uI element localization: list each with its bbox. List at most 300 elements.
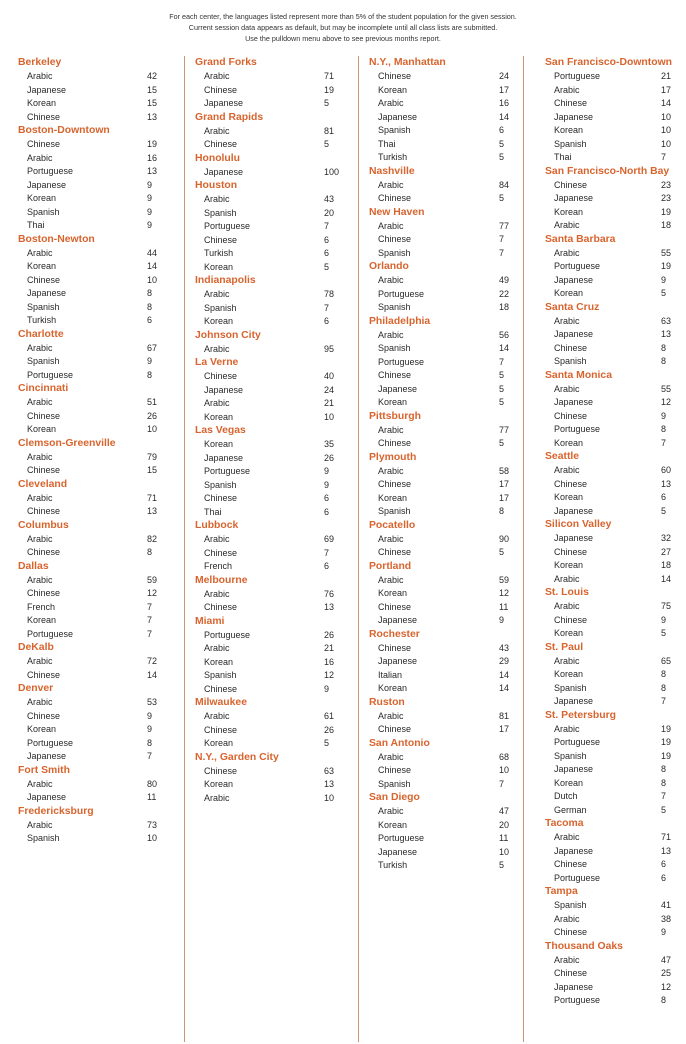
language-percent: 19	[661, 737, 672, 747]
language-row	[545, 328, 679, 342]
center-name: Grand Forks	[195, 57, 257, 68]
language-row	[195, 207, 346, 221]
language-name: Portuguese	[27, 737, 74, 748]
language-percent: 8	[661, 777, 667, 788]
language-name: Chinese	[27, 465, 61, 475]
language-row	[545, 750, 679, 764]
language-row	[545, 247, 679, 261]
language-name: Korean	[27, 615, 57, 625]
language-percent: 43	[324, 194, 335, 204]
language-row	[195, 370, 346, 384]
language-row	[369, 369, 523, 383]
language-percent: 40	[324, 371, 335, 381]
language-percent: 35	[324, 439, 335, 449]
column-1	[18, 56, 168, 1042]
center-name: Boston-Newton	[18, 233, 95, 245]
language-row	[195, 506, 346, 520]
language-row	[195, 261, 346, 275]
center-block	[545, 817, 679, 885]
language-name: Spanish	[204, 207, 237, 218]
language-name: Spanish	[27, 206, 60, 217]
language-row	[369, 819, 523, 833]
center-name: Ruston	[369, 696, 405, 708]
center-name: Plymouth	[369, 451, 417, 463]
center-block	[195, 574, 346, 615]
language-row	[545, 790, 679, 804]
language-name: Arabic	[204, 194, 230, 204]
language-row	[369, 478, 523, 492]
language-row	[545, 777, 679, 791]
language-name: Korean	[204, 261, 234, 272]
language-name: Chinese	[378, 479, 412, 489]
center-name: Indianapolis	[195, 275, 256, 286]
center-name: Nashville	[369, 165, 415, 177]
language-row	[369, 124, 523, 138]
language-percent: 9	[147, 220, 153, 230]
language-row	[369, 778, 523, 792]
language-name: Arabic	[554, 723, 580, 734]
language-row	[545, 423, 679, 437]
language-percent: 8	[147, 737, 153, 748]
language-row	[545, 70, 679, 84]
language-name: Spanish	[554, 900, 587, 910]
language-name: Arabic	[554, 465, 580, 475]
center-block	[369, 791, 523, 873]
language-row	[18, 410, 168, 424]
language-percent: 10	[147, 833, 158, 843]
center-block	[545, 56, 679, 165]
language-row	[18, 70, 168, 84]
language-row	[545, 967, 679, 981]
language-row	[18, 301, 168, 315]
language-name: Japanese	[378, 615, 418, 625]
language-row	[195, 669, 346, 683]
language-row	[545, 84, 679, 98]
language-percent: 6	[324, 506, 330, 517]
language-name: Arabic	[27, 533, 53, 544]
language-percent: 5	[324, 261, 330, 272]
language-percent: 8	[661, 764, 667, 774]
language-name: Arabic	[378, 465, 404, 476]
language-name: Arabic	[554, 220, 580, 230]
language-name: Korean	[554, 125, 584, 135]
language-row	[369, 655, 523, 669]
center-block	[195, 179, 346, 274]
language-percent: 6	[499, 125, 505, 135]
language-percent: 5	[499, 370, 505, 380]
language-percent: 77	[499, 424, 510, 435]
language-percent: 65	[661, 655, 672, 666]
language-name: Arabic	[554, 601, 580, 611]
language-row	[195, 397, 346, 411]
language-name: Arabic	[554, 832, 580, 842]
language-name: Japanese	[554, 397, 594, 407]
center-name: N.Y., Manhattan	[369, 57, 446, 68]
language-name: Japanese	[554, 505, 594, 516]
language-name: Portuguese	[554, 995, 601, 1005]
language-name: Korean	[554, 206, 584, 217]
language-name: Spanish	[27, 833, 60, 843]
language-name: Korean	[554, 669, 584, 679]
language-name: Korean	[378, 588, 408, 598]
language-name: Arabic	[378, 329, 404, 340]
center-block	[369, 260, 523, 315]
language-row	[195, 492, 346, 506]
language-row	[18, 274, 168, 288]
center-name: Clemson-Greenville	[18, 437, 116, 449]
language-percent: 12	[661, 397, 672, 407]
center-block	[18, 682, 168, 764]
language-percent: 49	[499, 275, 510, 285]
language-percent: 78	[324, 289, 335, 299]
center-block	[369, 560, 523, 628]
language-name: Arabic	[204, 643, 230, 653]
language-name: Arabic	[204, 343, 230, 354]
language-percent: 63	[661, 315, 672, 326]
center-block	[369, 165, 523, 206]
language-percent: 23	[661, 193, 672, 203]
center-name: Johnson City	[195, 329, 261, 341]
language-name: Arabic	[27, 342, 53, 353]
center-name: Houston	[195, 180, 238, 191]
language-name: Arabic	[204, 711, 230, 721]
language-row	[545, 138, 679, 152]
language-percent: 68	[499, 751, 510, 762]
center-block	[369, 628, 523, 696]
language-row	[369, 574, 523, 588]
language-percent: 22	[499, 288, 510, 299]
language-row	[545, 668, 679, 682]
center-name: San Diego	[369, 792, 420, 803]
language-row	[545, 505, 679, 519]
center-block	[545, 369, 679, 451]
language-row	[18, 287, 168, 301]
center-block	[195, 56, 346, 111]
language-row	[18, 342, 168, 356]
language-percent: 11	[499, 833, 509, 843]
language-name: Japanese	[27, 179, 67, 190]
center-block	[545, 165, 679, 233]
language-percent: 5	[499, 193, 505, 203]
language-name: Chinese	[554, 927, 588, 937]
language-name: Chinese	[554, 410, 588, 421]
language-name: Arabic	[27, 778, 53, 789]
language-percent: 11	[499, 601, 509, 612]
language-percent: 21	[661, 71, 672, 81]
language-name: Arabic	[27, 656, 53, 666]
language-percent: 19	[324, 84, 335, 95]
language-percent: 7	[147, 615, 153, 625]
language-percent: 12	[661, 981, 672, 992]
center-name: DeKalb	[18, 642, 54, 653]
center-block	[369, 696, 523, 737]
language-name: Korean	[204, 316, 234, 326]
language-name: Thai	[204, 506, 222, 517]
language-row	[195, 560, 346, 574]
intro-line: Use the pulldown menu above to see previous months report.	[245, 34, 441, 43]
language-row	[18, 778, 168, 792]
language-percent: 47	[499, 806, 510, 816]
language-name: Chinese	[204, 547, 238, 558]
language-row	[369, 383, 523, 397]
language-name: Portuguese	[554, 872, 601, 883]
language-name: Arabic	[554, 84, 580, 95]
centers-grid	[0, 56, 686, 1042]
language-percent: 6	[324, 493, 330, 503]
center-block	[369, 410, 523, 451]
language-percent: 8	[661, 669, 667, 679]
language-percent: 9	[661, 927, 667, 937]
center-name: Cincinnati	[18, 383, 69, 394]
language-row	[369, 97, 523, 111]
center-block	[195, 356, 346, 424]
center-name: Orlando	[369, 261, 409, 272]
center-name: San Francisco-North Bay	[545, 165, 670, 177]
language-row	[545, 682, 679, 696]
language-percent: 73	[147, 819, 158, 830]
language-row	[545, 546, 679, 560]
language-row	[18, 179, 168, 193]
language-percent: 9	[147, 179, 153, 190]
language-name: Arabic	[378, 751, 404, 762]
center-name: Santa Cruz	[545, 301, 600, 313]
language-name: Korean	[27, 193, 57, 203]
language-row	[18, 737, 168, 751]
language-name: Korean	[554, 288, 584, 298]
language-percent: 76	[324, 588, 335, 599]
center-block	[369, 315, 523, 410]
language-row	[369, 505, 523, 519]
language-percent: 23	[661, 179, 672, 190]
language-name: Arabic	[27, 397, 53, 407]
language-row	[18, 464, 168, 478]
language-name: Japanese	[204, 384, 244, 395]
language-name: Japanese	[554, 329, 594, 339]
language-percent: 5	[499, 152, 505, 162]
language-percent: 7	[661, 791, 667, 801]
language-name: Chinese	[204, 602, 238, 612]
center-name: New Haven	[369, 206, 425, 218]
language-name: Japanese	[204, 98, 244, 108]
language-name: Arabic	[554, 954, 580, 965]
language-row	[18, 206, 168, 220]
language-name: French	[204, 561, 233, 571]
language-percent: 8	[661, 356, 667, 366]
center-name: Berkeley	[18, 57, 62, 68]
language-row	[545, 192, 679, 206]
language-percent: 84	[499, 179, 510, 190]
center-name: Milwaukee	[195, 697, 247, 708]
language-row	[18, 574, 168, 588]
language-percent: 10	[499, 765, 510, 775]
language-row	[369, 274, 523, 288]
language-name: Turkish	[378, 860, 408, 870]
language-row	[195, 452, 346, 466]
center-block	[369, 737, 523, 792]
language-name: Arabic	[554, 655, 580, 666]
language-name: Korean	[554, 492, 584, 502]
language-row	[18, 628, 168, 642]
language-name: Chinese	[204, 139, 238, 149]
language-row	[545, 260, 679, 274]
language-percent: 19	[661, 723, 672, 734]
language-name: Spanish	[378, 506, 411, 516]
language-percent: 15	[147, 98, 158, 108]
language-percent: 7	[499, 778, 505, 789]
language-name: Chinese	[204, 683, 238, 694]
language-percent: 8	[661, 342, 667, 353]
language-percent: 6	[324, 316, 330, 326]
language-name: Arabic	[27, 819, 53, 830]
center-name: Tacoma	[545, 818, 584, 829]
center-name: Dallas	[18, 560, 49, 572]
language-percent: 19	[661, 261, 672, 271]
language-percent: 9	[661, 274, 667, 285]
language-percent: 14	[499, 683, 510, 693]
language-percent: 24	[499, 71, 510, 81]
language-percent: 26	[324, 629, 335, 640]
language-name: Chinese	[378, 370, 412, 380]
language-name: Arabic	[204, 71, 230, 81]
language-percent: 42	[147, 71, 158, 81]
language-row	[369, 669, 523, 683]
language-row	[195, 315, 346, 329]
language-row	[369, 682, 523, 696]
language-row	[195, 97, 346, 111]
language-row	[195, 384, 346, 398]
center-name: Pocatello	[369, 519, 416, 531]
language-percent: 7	[324, 547, 330, 558]
language-row	[545, 723, 679, 737]
language-percent: 14	[147, 261, 158, 271]
language-row	[369, 342, 523, 356]
language-row	[369, 764, 523, 778]
center-block	[18, 560, 168, 642]
language-name: Arabic	[204, 792, 230, 803]
center-block	[195, 519, 346, 574]
language-row	[545, 491, 679, 505]
language-row	[545, 831, 679, 845]
language-percent: 71	[147, 492, 158, 503]
language-name: Chinese	[204, 493, 238, 503]
language-row	[369, 151, 523, 165]
center-name: Fredericksburg	[18, 805, 94, 817]
language-name: Japanese	[204, 166, 244, 177]
language-name: Chinese	[204, 765, 238, 776]
language-percent: 14	[147, 669, 158, 680]
intro-line: For each center, the languages listed represent more than 5% of the student population for the given session.	[169, 12, 517, 21]
language-row	[195, 125, 346, 139]
center-block	[369, 206, 523, 261]
language-name: Turkish	[378, 152, 408, 162]
language-row	[545, 913, 679, 927]
language-name: Arabic	[554, 247, 580, 258]
language-name: Chinese	[378, 765, 412, 775]
language-name: French	[27, 601, 56, 612]
language-name: Arabic	[378, 220, 404, 231]
center-name: La Verne	[195, 357, 239, 368]
language-percent: 10	[147, 424, 158, 434]
language-row	[369, 723, 523, 737]
language-name: Chinese	[378, 193, 412, 203]
language-name: Japanese	[27, 751, 67, 761]
language-name: Arabic	[554, 383, 580, 394]
language-name: Chinese	[27, 139, 61, 149]
language-name: Thai	[554, 152, 572, 162]
language-percent: 17	[499, 84, 510, 95]
language-percent: 9	[324, 683, 330, 694]
language-row	[545, 573, 679, 587]
language-row	[369, 247, 523, 261]
language-name: Spanish	[554, 356, 587, 366]
language-row	[545, 151, 679, 165]
language-percent: 38	[661, 913, 672, 924]
language-name: Portuguese	[554, 261, 601, 271]
center-block	[18, 478, 168, 519]
language-percent: 9	[147, 356, 153, 366]
language-name: Thai	[27, 220, 45, 230]
language-row	[369, 614, 523, 628]
language-percent: 10	[324, 792, 335, 803]
language-percent: 5	[499, 547, 505, 557]
language-percent: 5	[499, 397, 505, 407]
language-percent: 47	[661, 954, 672, 965]
language-percent: 59	[147, 574, 158, 585]
language-percent: 43	[499, 642, 510, 653]
center-block	[195, 424, 346, 519]
language-percent: 5	[324, 98, 330, 108]
language-row	[195, 138, 346, 152]
language-percent: 17	[499, 492, 510, 503]
language-row	[369, 329, 523, 343]
language-name: Spanish	[378, 778, 411, 789]
language-name: Chinese	[27, 111, 61, 122]
language-name: Korean	[554, 628, 584, 638]
language-name: Chinese	[27, 669, 61, 680]
language-percent: 5	[499, 438, 505, 448]
language-name: Chinese	[554, 98, 588, 108]
language-percent: 5	[661, 804, 667, 815]
center-block	[18, 805, 168, 846]
language-row	[545, 355, 679, 369]
language-row	[195, 588, 346, 602]
language-row	[195, 533, 346, 547]
language-percent: 5	[661, 628, 667, 638]
language-percent: 13	[661, 329, 672, 339]
language-name: Spanish	[378, 247, 411, 258]
language-name: Japanese	[27, 288, 67, 298]
center-block	[369, 519, 523, 560]
language-row	[369, 492, 523, 506]
language-percent: 7	[147, 628, 153, 639]
language-row	[369, 356, 523, 370]
language-percent: 13	[147, 506, 158, 516]
language-row	[545, 410, 679, 424]
center-name: Denver	[18, 683, 54, 694]
language-percent: 7	[324, 302, 330, 313]
language-name: Portuguese	[554, 737, 601, 747]
center-block	[18, 56, 168, 124]
language-percent: 19	[661, 206, 672, 217]
language-percent: 7	[324, 221, 330, 231]
language-percent: 9	[324, 466, 330, 476]
language-name: Korean	[27, 724, 57, 734]
language-percent: 6	[661, 872, 667, 883]
language-name: Japanese	[554, 696, 594, 706]
language-percent: 9	[147, 710, 153, 721]
language-row	[18, 111, 168, 125]
language-name: Korean	[554, 560, 584, 570]
